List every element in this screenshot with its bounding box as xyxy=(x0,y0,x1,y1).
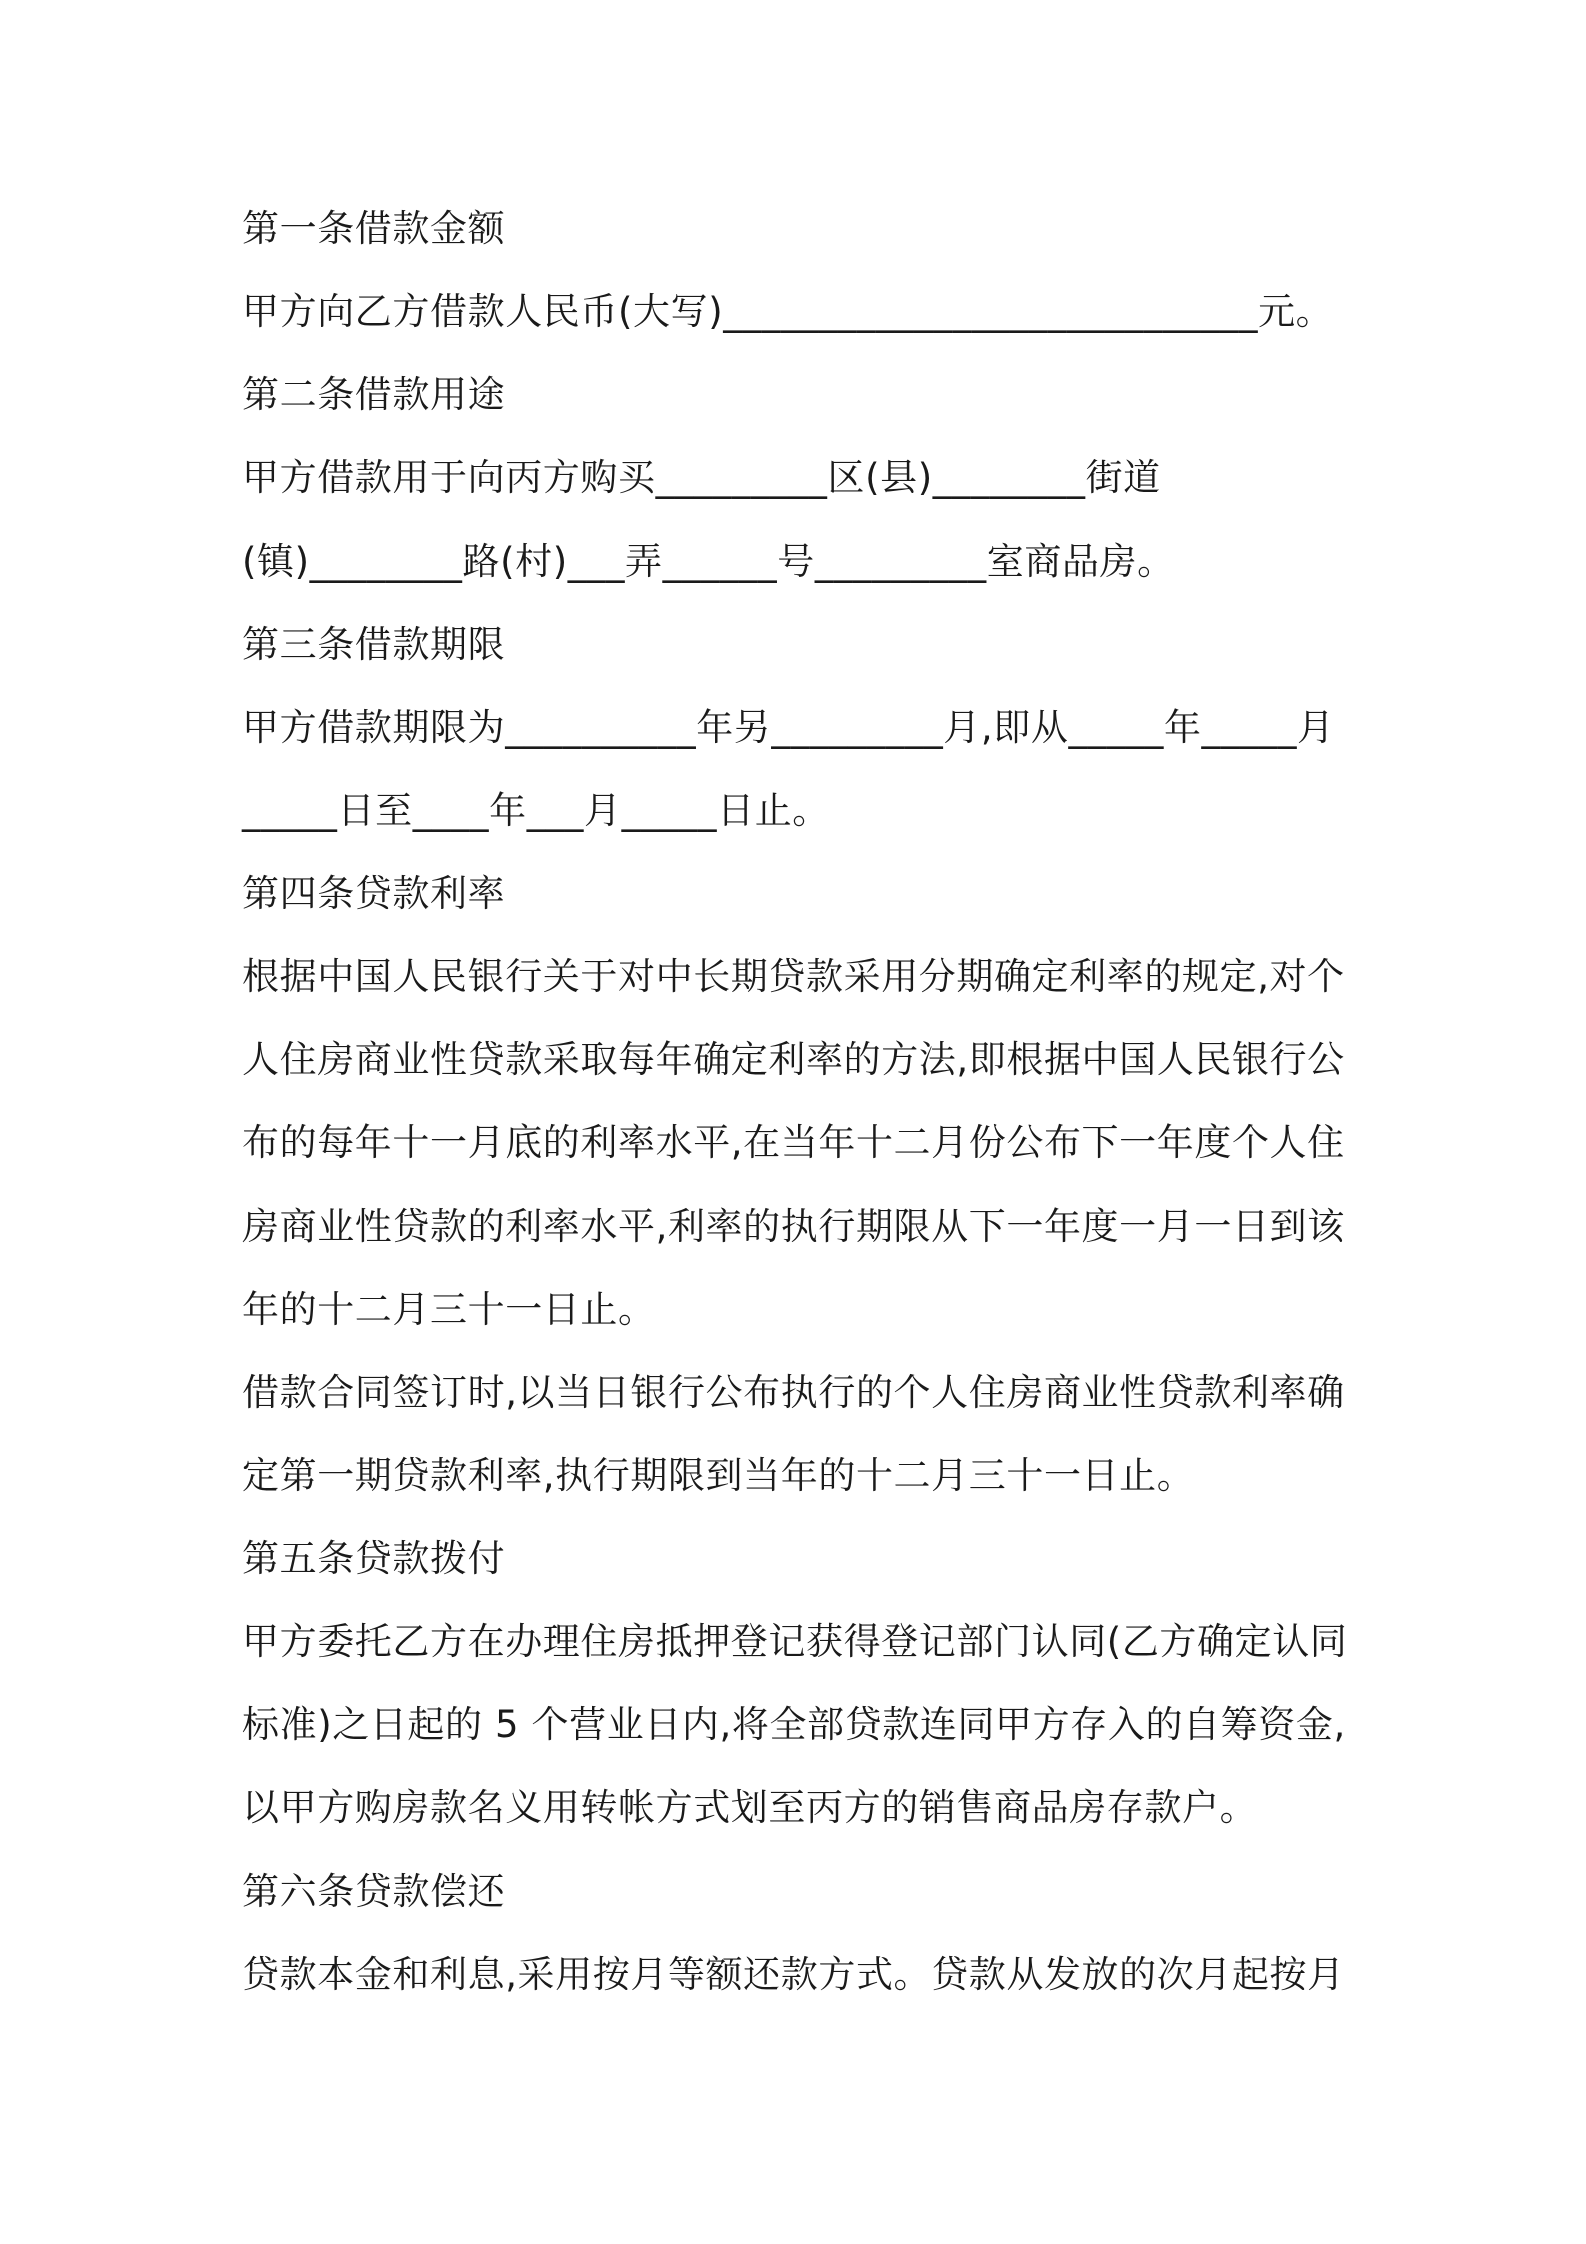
paragraph-line: 甲方向乙方借款人民币(大写)____________________________元。 xyxy=(242,290,1334,333)
paragraph-line: 贷款本金和利息,采用按月等额还款方式。贷款从发放的次月起按月 xyxy=(242,1953,1345,1996)
paragraph-line: 甲方借款用于向丙方购买_________区(县)________街道 xyxy=(242,456,1161,499)
paragraph-line: 甲方借款期限为__________年另_________月,即从_____年_____月 xyxy=(242,706,1335,749)
paragraph-line: 布的每年十一月底的利率水平,在当年十二月份公布下一年度个人住 xyxy=(242,1121,1345,1164)
paragraph-line: 定第一期贷款利率,执行期限到当年的十二月三十一日止。 xyxy=(242,1454,1195,1497)
paragraph-line: 年的十二月三十一日止。 xyxy=(242,1288,656,1331)
heading-article-3: 第三条借款期限 xyxy=(242,623,506,666)
heading-article-2: 第二条借款用途 xyxy=(242,373,506,416)
paragraph-line: 标准)之日起的 5 个营业日内,将全部贷款连同甲方存入的自筹资金, xyxy=(242,1703,1346,1746)
paragraph-line: 以甲方购房款名义用转帐方式划至丙方的销售商品房存款户。 xyxy=(242,1786,1258,1829)
heading-article-5: 第五条贷款拨付 xyxy=(242,1537,506,1580)
paragraph-line: (镇)________路(村)___弄______号_________室商品房。 xyxy=(242,540,1175,583)
paragraph-line: 人住房商业性贷款采取每年确定利率的方法,即根据中国人民银行公 xyxy=(242,1038,1345,1081)
paragraph-line: 根据中国人民银行关于对中长期贷款采用分期确定利率的规定,对个 xyxy=(242,955,1345,998)
heading-article-6: 第六条贷款偿还 xyxy=(242,1870,506,1913)
paragraph-line: 甲方委托乙方在办理住房抵押登记获得登记部门认同(乙方确定认同 xyxy=(242,1620,1348,1663)
heading-article-1: 第一条借款金额 xyxy=(242,207,506,250)
paragraph-line: _____日至____年___月_____日止。 xyxy=(242,789,830,832)
paragraph-line: 房商业性贷款的利率水平,利率的执行期限从下一年度一月一日到该 xyxy=(242,1205,1345,1248)
paragraph-line: 借款合同签订时,以当日银行公布执行的个人住房商业性贷款利率确 xyxy=(242,1371,1345,1414)
heading-article-4: 第四条贷款利率 xyxy=(242,872,506,915)
